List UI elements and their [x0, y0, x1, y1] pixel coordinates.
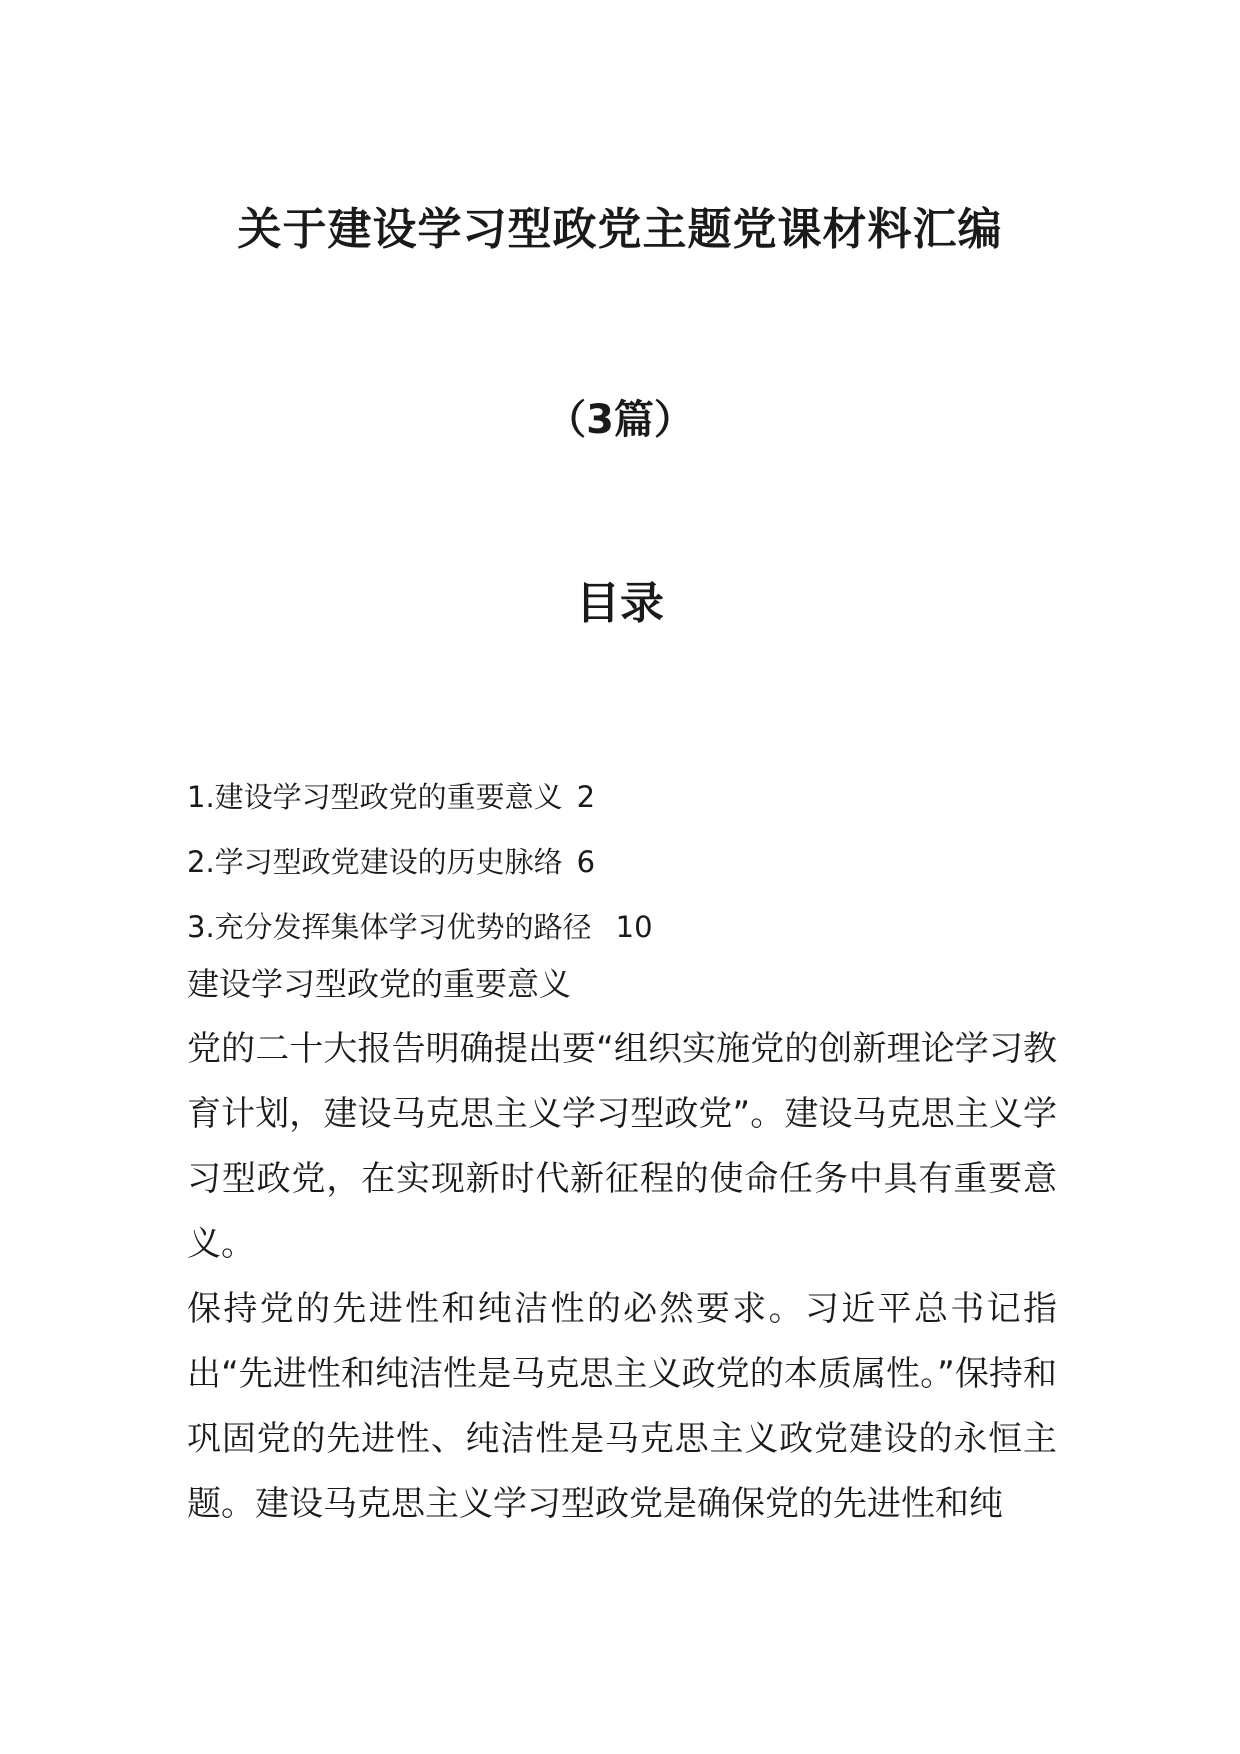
body-paragraph: 党的二十大报告明确提出要“组织实施党的创新理论学习教育计划，建设马克思主义学习型政党”。建设马克思主义学习型政党，在实现新时代新征程的使命任务中具有重要意义。: [187, 1029, 1057, 1264]
toc-item-page: 2: [576, 780, 596, 814]
toc-item-label: 3.充分发挥集体学习优势的路径: [187, 910, 592, 944]
toc-item[interactable]: [187, 895, 1057, 960]
toc-item-page: 6: [576, 845, 596, 879]
toc-item[interactable]: [187, 830, 1057, 895]
toc-item[interactable]: [187, 765, 1057, 830]
document-subtitle: （3篇）: [546, 397, 694, 443]
toc-heading: 目录: [576, 578, 664, 629]
toc-item-label: 1.建设学习型政党的重要意义: [187, 780, 563, 814]
document-title: 关于建设学习型政党主题党课材料汇编: [237, 204, 1003, 255]
section-title: 建设学习型政党的重要意义: [187, 965, 572, 1003]
document-body: [187, 952, 1057, 1537]
toc-item-page: 10: [615, 910, 653, 944]
body-paragraph: 保持党的先进性和纯洁性的必然要求。习近平总书记指出“先进性和纯洁性是马克思主义政党的本质属性。”保持和巩固党的先进性、纯洁性是马克思主义政党建设的永恒主题。建设马克思主义学习型政党是确保党的先进性和纯: [187, 1289, 1057, 1524]
toc-item-label: 2.学习型政党建设的历史脉络: [187, 845, 563, 879]
table-of-contents: [187, 765, 1057, 960]
